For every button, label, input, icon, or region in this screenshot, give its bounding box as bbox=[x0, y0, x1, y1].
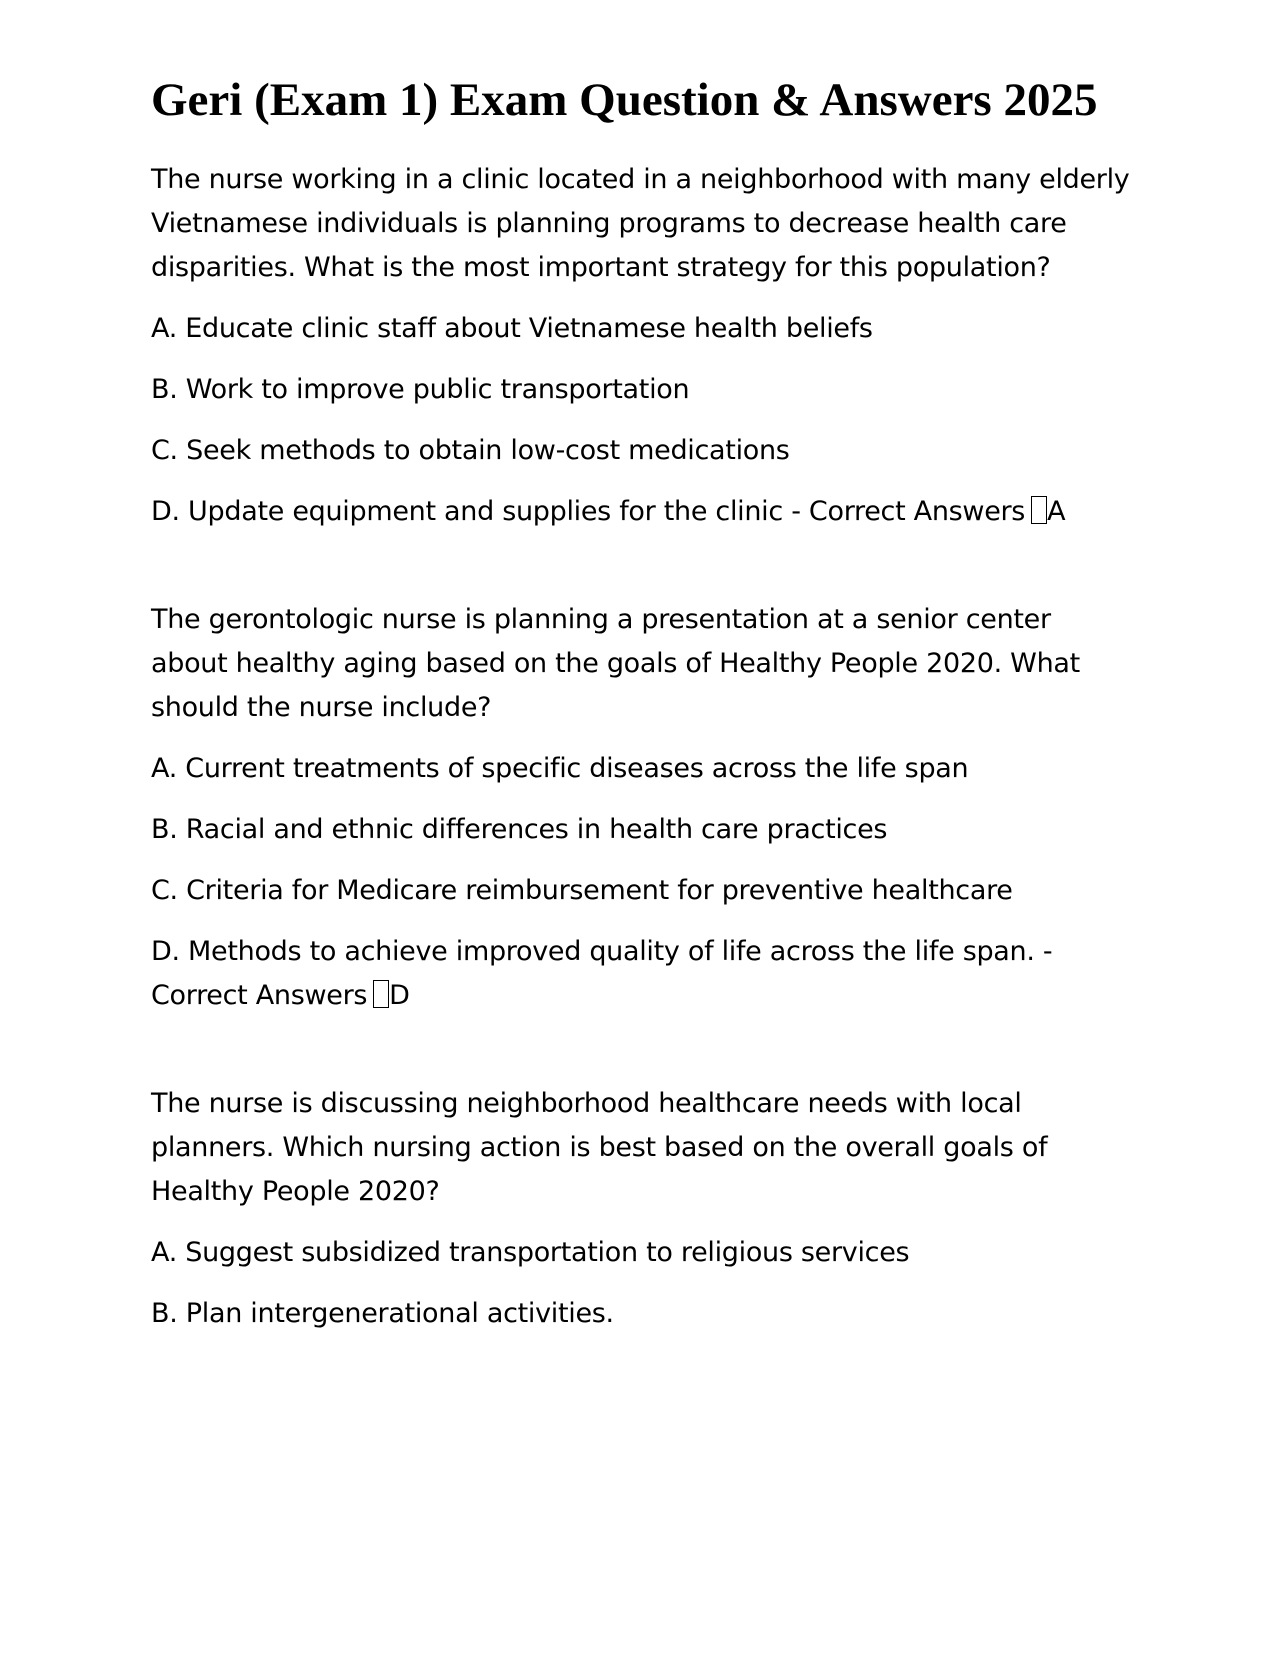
answer-option-b: B. Work to improve public transportation bbox=[151, 374, 690, 405]
question-stem: The gerontologic nurse is planning a presentation at a senior center about healthy aging based on the goals of Healthy People 2020. What should the nurse include? bbox=[151, 604, 1080, 723]
answer-option-a: A. Current treatments of specific diseases across the life span bbox=[151, 753, 969, 784]
answer-option-d-text: D. Methods to achieve improved quality of life across the life span. - Correct Answers bbox=[151, 936, 1053, 1011]
answer-option-a: A. Educate clinic staff about Vietnamese health beliefs bbox=[151, 313, 873, 344]
missing-glyph-icon bbox=[1031, 496, 1047, 524]
question-2 bbox=[151, 598, 1131, 1018]
question-stem: The nurse working in a clinic located in a neighborhood with many elderly Vietnamese individuals is planning programs to decrease health care disparities. What is the most important strategy for this population? bbox=[151, 164, 1130, 283]
answer-option-d-text: D. Update equipment and supplies for the clinic - Correct Answers bbox=[151, 496, 1026, 527]
answer-option-d bbox=[151, 490, 1131, 534]
correct-answer-letter: A bbox=[1047, 496, 1066, 527]
question-3 bbox=[151, 1082, 1131, 1336]
answer-option-c: C. Criteria for Medicare reimbursement for preventive healthcare bbox=[151, 875, 1013, 906]
answer-option-b: B. Plan intergenerational activities. bbox=[151, 1298, 614, 1329]
answer-option-d bbox=[151, 930, 1131, 1018]
document-title: Geri (Exam 1) Exam Question & Answers 2025 bbox=[151, 74, 1098, 126]
document-page bbox=[151, 72, 1131, 1353]
missing-glyph-icon bbox=[373, 980, 389, 1008]
answer-option-b: B. Racial and ethnic differences in health care practices bbox=[151, 814, 888, 845]
question-stem: The nurse is discussing neighborhood healthcare needs with local planners. Which nursing action is best based on the overall goals of Healthy People 2020? bbox=[151, 1088, 1048, 1207]
answer-option-c: C. Seek methods to obtain low-cost medications bbox=[151, 435, 790, 466]
answer-option-a: A. Suggest subsidized transportation to religious services bbox=[151, 1237, 910, 1268]
question-1 bbox=[151, 158, 1131, 534]
correct-answer-letter: D bbox=[389, 980, 410, 1011]
